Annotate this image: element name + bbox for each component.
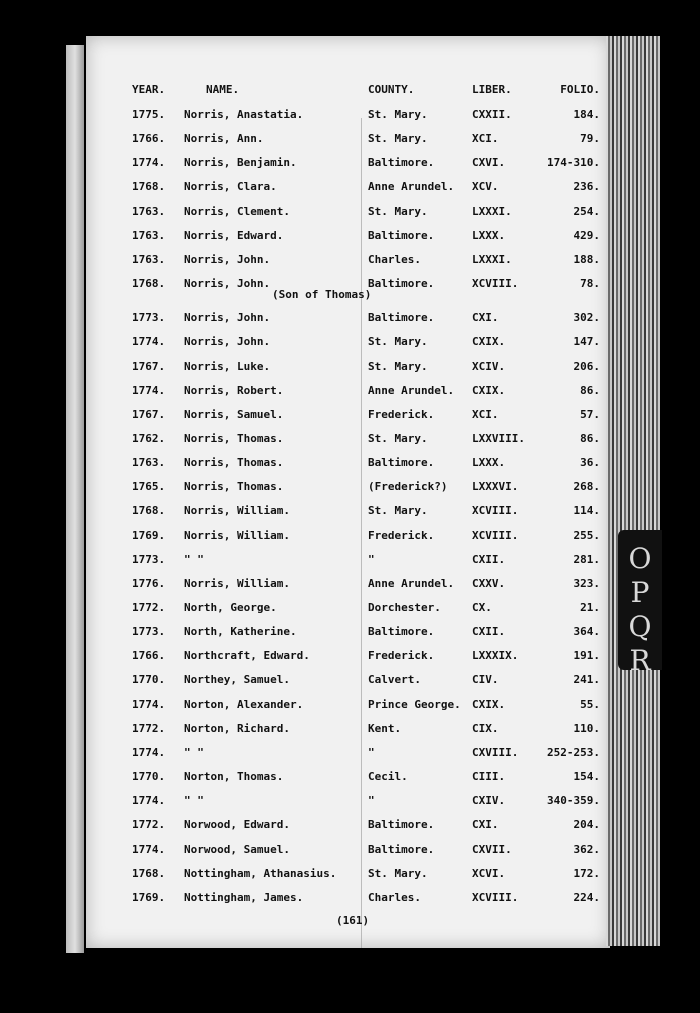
row-liber: CIX. bbox=[472, 721, 499, 735]
row-liber: CIII. bbox=[472, 770, 506, 784]
row-name: Norton, Richard. bbox=[184, 721, 290, 735]
table-row bbox=[86, 867, 610, 887]
table-row bbox=[86, 384, 610, 404]
ledger-page bbox=[86, 36, 610, 948]
row-name: Norris, Samuel. bbox=[184, 407, 284, 421]
table-row bbox=[86, 504, 610, 524]
row-county: " bbox=[368, 552, 375, 566]
row-year: 1776. bbox=[132, 576, 166, 590]
row-year: 1769. bbox=[132, 528, 166, 542]
row-county: Baltimore. bbox=[368, 625, 435, 639]
row-name: Norris, William. bbox=[184, 576, 290, 590]
row-year: 1768. bbox=[132, 504, 166, 518]
row-folio: 79. bbox=[580, 132, 600, 146]
row-name: Norwood, Edward. bbox=[184, 818, 290, 832]
row-liber: CXIX. bbox=[472, 335, 506, 349]
row-name: Norris, Benjamin. bbox=[184, 156, 297, 170]
table-row bbox=[86, 132, 610, 152]
row-note: (Son of Thomas) bbox=[272, 288, 372, 301]
row-year: 1763. bbox=[132, 456, 166, 470]
table-row bbox=[86, 649, 610, 669]
row-folio: 184. bbox=[573, 108, 600, 121]
book-edge-right bbox=[606, 36, 660, 946]
row-year: 1772. bbox=[132, 721, 166, 735]
row-liber: LXXXIX. bbox=[472, 649, 519, 663]
row-year: 1763. bbox=[132, 228, 166, 242]
table-row bbox=[86, 432, 610, 452]
row-county: Frederick. bbox=[368, 528, 435, 542]
row-year: 1774. bbox=[132, 383, 166, 397]
row-folio: 188. bbox=[573, 252, 600, 266]
row-year: 1763. bbox=[132, 204, 166, 218]
table-row bbox=[86, 108, 610, 128]
tab-letter-q: Q bbox=[628, 610, 652, 643]
row-name: Norris, Clara. bbox=[184, 180, 277, 194]
row-folio: 36. bbox=[580, 456, 600, 470]
row-county: Baltimore. bbox=[368, 277, 435, 291]
row-county: St. Mary. bbox=[368, 132, 428, 146]
tab-letter-o: O bbox=[628, 542, 652, 575]
row-liber: CXIX. bbox=[472, 383, 506, 397]
row-county: Baltimore. bbox=[368, 456, 435, 470]
row-folio: 302. bbox=[573, 311, 600, 325]
row-folio: 172. bbox=[573, 866, 600, 880]
row-liber: XCVIII. bbox=[472, 528, 519, 542]
row-liber: LXXX. bbox=[472, 456, 506, 470]
row-folio: 224. bbox=[573, 890, 600, 904]
row-liber: CXXV. bbox=[472, 576, 506, 590]
row-name: Norris, Thomas. bbox=[184, 431, 284, 445]
table-row bbox=[86, 601, 610, 621]
row-county: Anne Arundel. bbox=[368, 383, 455, 397]
row-folio: 255. bbox=[573, 528, 600, 542]
row-name: Northcraft, Edward. bbox=[184, 649, 310, 663]
row-year: 1773. bbox=[132, 625, 166, 639]
tab-letter-r: R bbox=[629, 644, 651, 677]
table-row bbox=[86, 891, 610, 911]
table-row bbox=[86, 553, 610, 573]
row-name: Norris, Thomas. bbox=[184, 456, 284, 470]
row-folio: 86. bbox=[580, 431, 600, 445]
row-name: Norris, Clement. bbox=[184, 204, 290, 218]
row-liber: CXIV. bbox=[472, 794, 506, 808]
row-name: Norris, Edward. bbox=[184, 228, 284, 242]
row-year: 1763. bbox=[132, 252, 166, 266]
row-liber: CXI. bbox=[472, 818, 499, 832]
table-row bbox=[86, 746, 610, 766]
table-row bbox=[86, 794, 610, 814]
table-row bbox=[86, 818, 610, 838]
row-year: 1774. bbox=[132, 745, 166, 759]
row-folio: 55. bbox=[580, 697, 600, 711]
row-year: 1772. bbox=[132, 601, 166, 614]
row-county: Charles. bbox=[368, 252, 421, 266]
row-county: " bbox=[368, 794, 375, 808]
table-row bbox=[86, 698, 610, 718]
row-liber: CXVII. bbox=[472, 842, 512, 856]
row-folio: 281. bbox=[573, 552, 600, 566]
table-row bbox=[86, 456, 610, 476]
row-liber: XCVIII. bbox=[472, 890, 519, 904]
row-folio: 204. bbox=[573, 818, 600, 832]
row-folio: 78. bbox=[580, 277, 600, 291]
table-row bbox=[86, 408, 610, 428]
row-name: Norris, Ann. bbox=[184, 132, 264, 146]
table-row bbox=[86, 843, 610, 863]
row-year: 1774. bbox=[132, 794, 166, 808]
row-liber: XCVIII. bbox=[472, 504, 519, 518]
row-folio: 191. bbox=[573, 649, 600, 663]
header-row bbox=[86, 83, 610, 103]
row-county: Frederick. bbox=[368, 649, 435, 663]
row-county: Kent. bbox=[368, 721, 402, 735]
table-row bbox=[86, 229, 610, 249]
header-year: YEAR. bbox=[132, 83, 166, 96]
row-county: Charles. bbox=[368, 890, 421, 904]
table-row bbox=[86, 253, 610, 273]
row-county: Baltimore. bbox=[368, 228, 435, 242]
table-row bbox=[86, 625, 610, 645]
row-year: 1762. bbox=[132, 431, 166, 445]
row-name: Norton, Alexander. bbox=[184, 697, 304, 711]
row-year: 1774. bbox=[132, 697, 166, 711]
book-spine-left bbox=[66, 45, 84, 953]
row-name: Norris, John. bbox=[184, 311, 271, 325]
table-row bbox=[86, 156, 610, 176]
row-name: Nottingham, James. bbox=[184, 890, 304, 904]
row-year: 1775. bbox=[132, 108, 166, 121]
table-row bbox=[86, 277, 610, 297]
row-liber: XCI. bbox=[472, 407, 499, 421]
row-folio: 21. bbox=[580, 601, 600, 614]
row-folio: 254. bbox=[573, 204, 600, 218]
tab-letter-p: P bbox=[630, 576, 650, 609]
row-folio: 429. bbox=[573, 228, 600, 242]
row-folio: 206. bbox=[573, 359, 600, 373]
row-folio: 241. bbox=[573, 673, 600, 687]
row-name: Norris, John. bbox=[184, 335, 271, 349]
row-folio: 252-253. bbox=[547, 745, 600, 759]
row-liber: CXII. bbox=[472, 552, 506, 566]
row-county: Baltimore. bbox=[368, 842, 435, 856]
row-year: 1768. bbox=[132, 277, 166, 291]
row-year: 1774. bbox=[132, 156, 166, 170]
row-year: 1766. bbox=[132, 649, 166, 663]
row-liber: XCIV. bbox=[472, 359, 506, 373]
row-liber: CXII. bbox=[472, 625, 506, 639]
row-county: Baltimore. bbox=[368, 311, 435, 325]
row-year: 1769. bbox=[132, 890, 166, 904]
row-name: Norris, Anastatia. bbox=[184, 108, 304, 121]
header-name: NAME. bbox=[206, 83, 240, 96]
row-folio: 364. bbox=[573, 625, 600, 639]
row-county: Baltimore. bbox=[368, 156, 435, 170]
row-liber: LXXXVI. bbox=[472, 480, 519, 494]
row-name: Northey, Samuel. bbox=[184, 673, 290, 687]
row-name: Norris, John. bbox=[184, 252, 271, 266]
row-name: Norris, Thomas. bbox=[184, 480, 284, 494]
row-liber: XCVI. bbox=[472, 866, 506, 880]
row-name: Norwood, Samuel. bbox=[184, 842, 290, 856]
row-county: Cecil. bbox=[368, 770, 408, 784]
row-liber: CXIX. bbox=[472, 697, 506, 711]
page-number: (161) bbox=[336, 914, 370, 927]
row-county: St. Mary. bbox=[368, 359, 428, 373]
row-year: 1773. bbox=[132, 311, 166, 325]
row-county: St. Mary. bbox=[368, 866, 428, 880]
row-year: 1772. bbox=[132, 818, 166, 832]
index-tab bbox=[618, 530, 662, 677]
table-row bbox=[86, 180, 610, 200]
row-liber: XCV. bbox=[472, 180, 499, 194]
row-county: Anne Arundel. bbox=[368, 180, 455, 194]
row-county: St. Mary. bbox=[368, 431, 428, 445]
row-folio: 147. bbox=[573, 335, 600, 349]
row-county: St. Mary. bbox=[368, 504, 428, 518]
row-liber: XCVIII. bbox=[472, 277, 519, 291]
table-row bbox=[86, 577, 610, 597]
row-county: Baltimore. bbox=[368, 818, 435, 832]
row-liber: LXXXI. bbox=[472, 204, 512, 218]
row-year: 1767. bbox=[132, 407, 166, 421]
row-name: Norris, Luke. bbox=[184, 359, 271, 373]
row-year: 1774. bbox=[132, 335, 166, 349]
table-row bbox=[86, 360, 610, 380]
row-liber: LXXXI. bbox=[472, 252, 512, 266]
row-year: 1773. bbox=[132, 552, 166, 566]
table-row bbox=[86, 722, 610, 742]
row-year: 1768. bbox=[132, 866, 166, 880]
row-county: (Frederick?) bbox=[368, 480, 448, 494]
row-name: Norris, William. bbox=[184, 504, 290, 518]
row-name: Norris, William. bbox=[184, 528, 290, 542]
row-name: " " bbox=[184, 794, 204, 808]
row-county: St. Mary. bbox=[368, 335, 428, 349]
row-county: " bbox=[368, 745, 375, 759]
row-name: " " bbox=[184, 552, 204, 566]
row-county: St. Mary. bbox=[368, 204, 428, 218]
row-folio: 362. bbox=[573, 842, 600, 856]
row-folio: 236. bbox=[573, 180, 600, 194]
row-folio: 174-310. bbox=[547, 156, 600, 170]
header-county: COUNTY. bbox=[368, 83, 415, 96]
row-year: 1766. bbox=[132, 132, 166, 146]
row-liber: LXXVIII. bbox=[472, 431, 525, 445]
row-liber: CXVI. bbox=[472, 156, 506, 170]
row-year: 1770. bbox=[132, 673, 166, 687]
row-name: Nottingham, Athanasius. bbox=[184, 866, 337, 880]
table-row bbox=[86, 205, 610, 225]
row-folio: 268. bbox=[573, 480, 600, 494]
row-name: " " bbox=[184, 745, 204, 759]
row-name: Norris, Robert. bbox=[184, 383, 284, 397]
row-year: 1774. bbox=[132, 842, 166, 856]
row-folio: 114. bbox=[573, 504, 600, 518]
row-liber: CIV. bbox=[472, 673, 499, 687]
row-liber: CXI. bbox=[472, 311, 499, 325]
header-folio: FOLIO. bbox=[560, 83, 600, 96]
row-county: Prince George. bbox=[368, 697, 461, 711]
row-name: Norton, Thomas. bbox=[184, 770, 284, 784]
row-liber: CXVIII. bbox=[472, 745, 519, 759]
table-row bbox=[86, 311, 610, 331]
row-folio: 57. bbox=[580, 407, 600, 421]
table-row bbox=[86, 335, 610, 355]
table-row bbox=[86, 529, 610, 549]
row-year: 1770. bbox=[132, 770, 166, 784]
row-folio: 110. bbox=[573, 721, 600, 735]
row-liber: LXXX. bbox=[472, 228, 506, 242]
row-name: North, Katherine. bbox=[184, 625, 297, 639]
row-year: 1768. bbox=[132, 180, 166, 194]
row-county: Calvert. bbox=[368, 673, 421, 687]
row-county: Anne Arundel. bbox=[368, 576, 455, 590]
row-folio: 154. bbox=[573, 770, 600, 784]
table-row bbox=[86, 770, 610, 790]
row-name: Norris, John. bbox=[184, 277, 271, 291]
row-folio: 86. bbox=[580, 383, 600, 397]
table-row bbox=[86, 673, 610, 693]
table-row bbox=[86, 480, 610, 500]
row-year: 1767. bbox=[132, 359, 166, 373]
row-folio: 340-359. bbox=[547, 794, 600, 808]
row-county: Dorchester. bbox=[368, 601, 441, 614]
row-year: 1765. bbox=[132, 480, 166, 494]
row-folio: 323. bbox=[573, 576, 600, 590]
row-liber: XCI. bbox=[472, 132, 499, 146]
row-county: Frederick. bbox=[368, 407, 435, 421]
row-name: North, George. bbox=[184, 601, 277, 614]
row-liber: CX. bbox=[472, 601, 492, 614]
header-liber: LIBER. bbox=[472, 83, 512, 96]
row-liber: CXXII. bbox=[472, 108, 512, 121]
row-county: St. Mary. bbox=[368, 108, 428, 121]
